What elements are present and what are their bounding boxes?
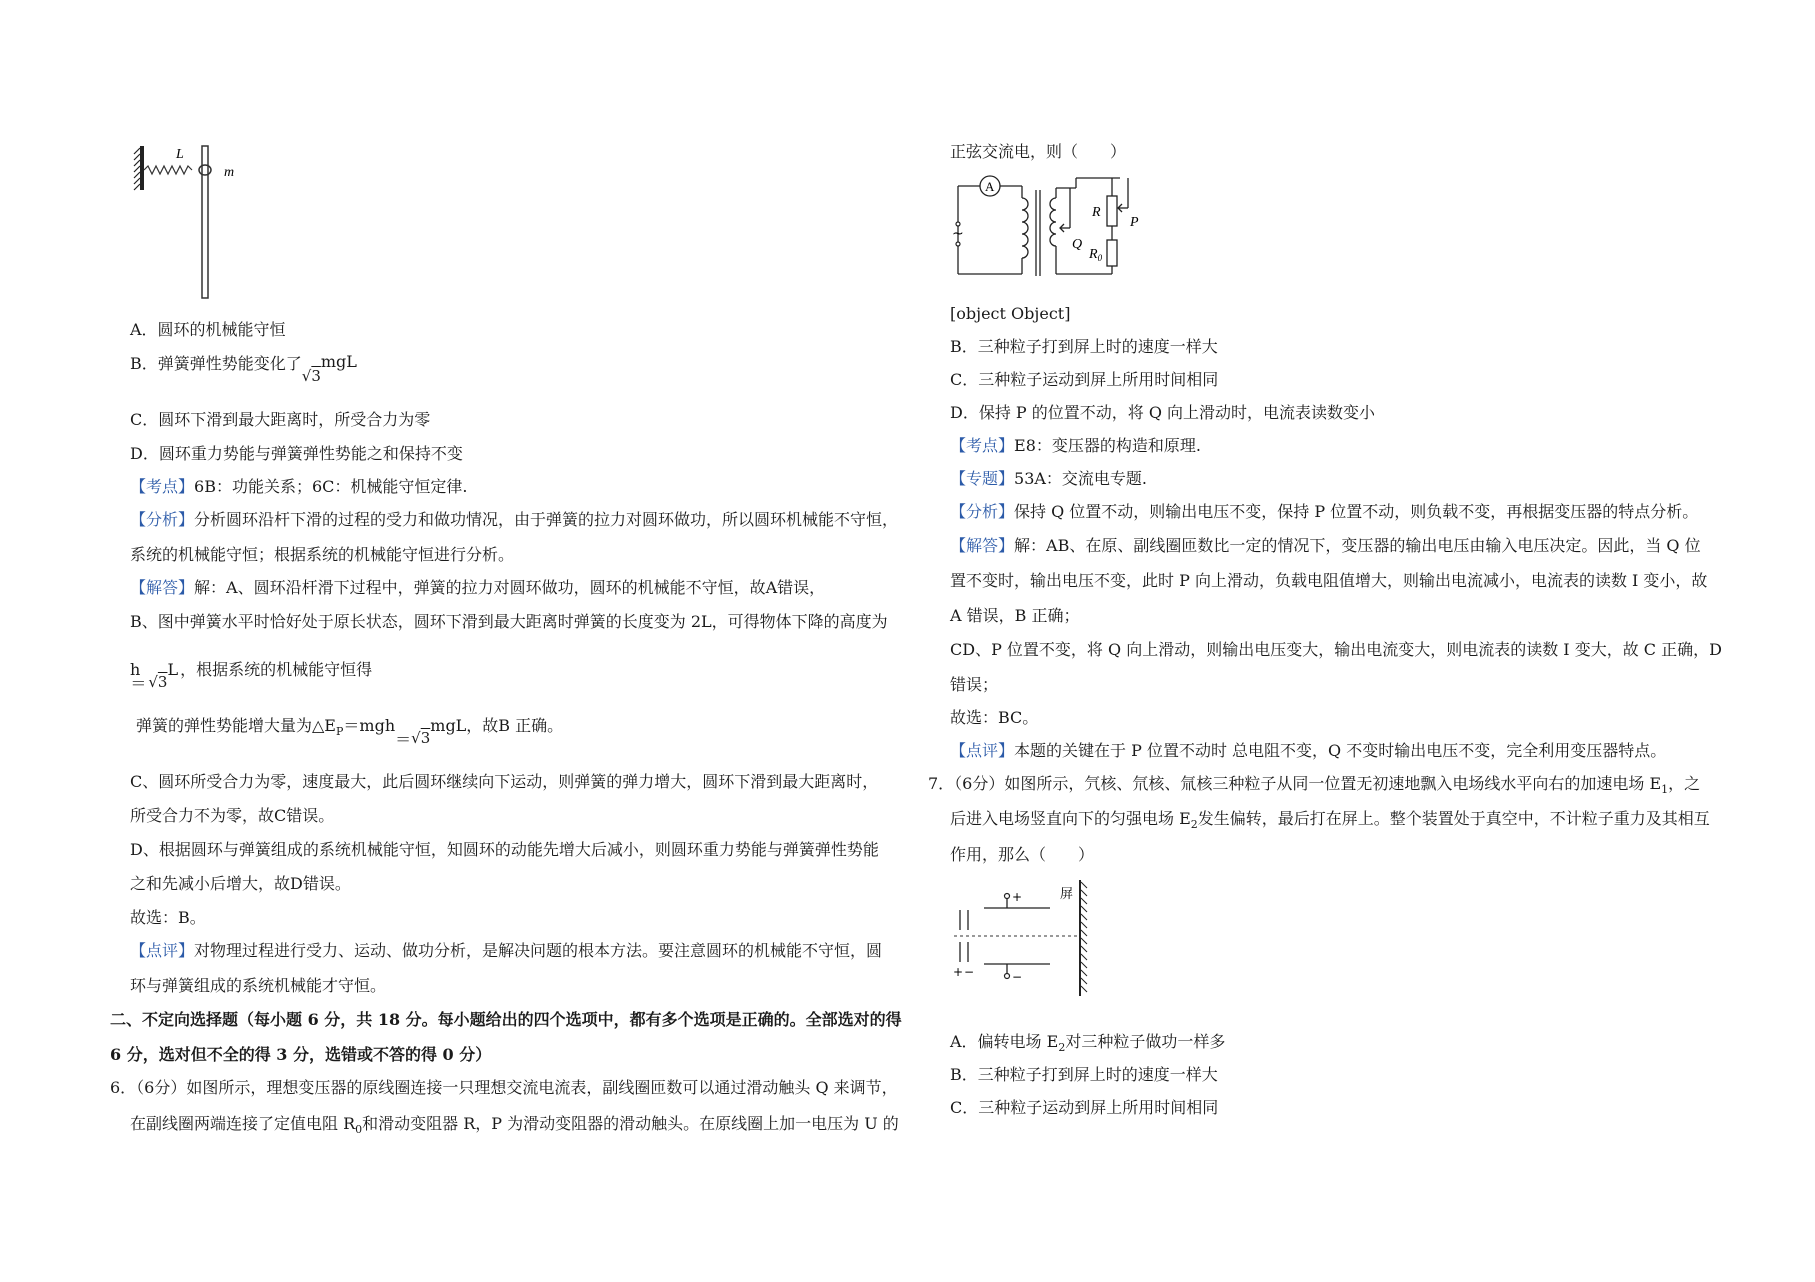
jieda-line <box>130 578 825 598</box>
q6-line-3: 正弦交流电，则（ ） <box>950 142 1127 161</box>
q6-line-2-tail: 和滑动变阻器 R，P 为滑动变阻器的滑动触头。在原线圈上加一电压为 U 的 <box>362 1114 899 1133</box>
jieda-text: 解：AB、在原、副线圈匝数比一定的情况下，变压器的输出电压由输入电压决定。因此，当 Q 位 <box>1014 536 1701 555</box>
deflection-field-figure <box>950 876 1100 1000</box>
q7-option-c: C．三种粒子运动到屏上所用时间相同 <box>950 1098 1219 1117</box>
spring-ring-figure <box>132 142 252 302</box>
jieda-tag: 【解答】 <box>130 578 195 597</box>
equals-sign: ＝ <box>395 730 412 749</box>
q5-option-a: A．圆环的机械能守恒 <box>130 320 286 339</box>
q7-line-3: 作用，那么（ ） <box>950 845 1095 864</box>
kaodian-tag: 【考点】 <box>130 477 195 496</box>
zhuanti-line <box>950 469 1147 489</box>
slider-p-label: P <box>1130 215 1139 230</box>
resistor-r-label: R <box>1092 205 1101 220</box>
ep-mgh: ＝mgh <box>343 716 396 735</box>
solution-line-d1: D、根据圆环与弹簧组成的系统机械能守恒，知圆环的动能先增大后减小，则圆环重力势能与弹簧弹性势能 <box>130 840 879 859</box>
dianping-line-2: 环与弹簧组成的系统机械能才守恒。 <box>130 976 387 995</box>
transformer-circuit-figure <box>952 172 1152 284</box>
answer-line: 故选：BC。 <box>950 708 1039 727</box>
dianping-line <box>130 941 882 961</box>
q7-line-2-tail: 发生偏转，最后打在屏上。整个装置处于真空中，不计粒子重力及其相互 <box>1197 809 1710 828</box>
fenxi-line <box>130 510 898 530</box>
ammeter-label: A <box>985 179 995 194</box>
zhuanti-text: 53A：交流电专题. <box>1014 469 1148 488</box>
ep-text: 弹簧的弹性势能增大量为△E <box>136 716 336 735</box>
e2-subscript: 2 <box>1058 1041 1066 1054</box>
slider-q-label: Q <box>1072 237 1083 252</box>
solution-line-cd1: CD、P 位置不变，将 Q 向上滑动，则输出电压变大，输出电流变大，则电流表的读数 I 变大，故 C 正确，D <box>950 640 1722 659</box>
dianping-line <box>950 741 1666 761</box>
kaodian-line <box>130 477 467 497</box>
ep-suffix: mgL，故B 正确。 <box>430 716 564 735</box>
sqrt-radicand: 3 <box>157 673 168 691</box>
q5-option-b-suffix: mgL <box>320 352 357 371</box>
q5-option-c: C．圆环下滑到最大距离时，所受合力为零 <box>130 410 431 429</box>
q6-option-b: B．三种粒子打到屏上时的速度一样大 <box>950 337 1218 356</box>
q7-line-2-text: 后进入电场竖直向下的匀强电场 E <box>950 809 1191 828</box>
equals-sign: ＝ <box>130 674 147 693</box>
sqrt-radicand: 3 <box>311 367 321 385</box>
solution-line-c2: 所受合力不为零，故C错误。 <box>130 806 335 825</box>
solution-line-d2: 之和先减小后增大，故D错误。 <box>130 874 351 893</box>
solution-line-ep <box>136 716 564 749</box>
solution-line-h <box>130 660 378 693</box>
fenxi-tag: 【分析】 <box>950 502 1015 521</box>
var-h: h <box>130 660 141 679</box>
q7-line-1-text: 7．（6分）如图所示，氕核、氘核、氚核三种粒子从同一位置无初速地飘入电场线水平向右的加速电场 E <box>928 774 1662 793</box>
fenxi-text: 分析圆环沿杆下滑的过程的受力和做功情况，由于弹簧的拉力对圆环做功，所以圆环机械能不守恒， <box>194 510 899 529</box>
q6-line-1: 6．（6分）如图所示，理想变压器的原线圈连接一只理想交流电流表，副线圈匝数可以通过滑动触头 Q 来调节， <box>110 1078 898 1097</box>
section-heading-2: 二、不定向选择题（每小题 6 分，共 18 分。每小题给出的四个选项中，都有多个选项是正确的。全部选对的得 <box>110 1010 902 1029</box>
dianping-text: 本题的关键在于 P 位置不动时 总电阻不变，Q 不变时输出电压不变，完全利用变压器特点。 <box>1014 741 1667 760</box>
solution-line-cd2: 错误； <box>950 675 999 694</box>
screen-label: 屏 <box>1060 887 1074 902</box>
q6-option-a: [object Object] <box>950 304 1071 323</box>
q5-option-b-text: B．弹簧弹性势能变化了 <box>130 354 302 373</box>
sqrt-symbol: √3 <box>301 367 321 385</box>
dianping-tag: 【点评】 <box>130 941 195 960</box>
upper-plate-plus: + <box>1012 890 1023 904</box>
ac-source-symbol: ~ <box>952 226 964 242</box>
ep-subscript: P <box>336 725 344 738</box>
e1-subscript: 1 <box>1661 783 1669 796</box>
q7-option-a <box>950 1032 1225 1054</box>
e2-subscript: 2 <box>1190 818 1198 831</box>
lower-plate-minus: − <box>1012 970 1023 984</box>
jieda-tag: 【解答】 <box>950 536 1015 555</box>
zhuanti-tag: 【专题】 <box>950 469 1015 488</box>
dianping-text: 对物理过程进行受力、运动、做功分析，是解决问题的根本方法。要注意圆环的机械能不守恒，圆 <box>194 941 883 960</box>
fenxi-text: 保持 Q 位置不动，则输出电压不变，保持 P 位置不动，则负载不变，再根据变压器的特点分析。 <box>1014 502 1699 521</box>
accel-plus: + <box>953 965 964 979</box>
kaodian-line <box>950 436 1201 456</box>
jieda-line <box>950 536 1701 556</box>
q6-line-2 <box>130 1114 899 1136</box>
accel-minus: − <box>964 965 975 979</box>
jieda-line-3: A 错误，B 正确； <box>950 606 1080 625</box>
jieda-line-2: 置不变时，输出电压不变，此时 P 向上滑动，负载电阻值增大，则输出电流减小，电流表的读数 I 变小，故 <box>950 571 1708 590</box>
solution-line-c1: C、圆环所受合力为零，速度最大，此后圆环继续向下运动，则弹簧的弹力增大，圆环下滑到最大距离时， <box>130 772 879 791</box>
fig1-label-L: L <box>176 147 184 162</box>
dianping-tag: 【点评】 <box>950 741 1015 760</box>
q7-line-1-tail: ，之 <box>1668 774 1701 793</box>
r0-subscript: 0 <box>355 1123 363 1136</box>
q7-option-a-text: A．偏转电场 E <box>950 1032 1059 1051</box>
q6-line-2-text: 在副线圈两端连接了定值电阻 R <box>130 1114 356 1133</box>
var-L: L <box>167 660 179 679</box>
fig1-label-m: m <box>224 165 235 180</box>
q5-option-d: D．圆环重力势能与弹簧弹性势能之和保持不变 <box>130 444 463 463</box>
sqrt-radicand: 3 <box>420 729 431 747</box>
solution-line-b: B、图中弹簧水平时恰好处于原长状态，圆环下滑到最大距离时弹簧的长度变为 2L，可得物体下降的高度为 <box>130 612 888 631</box>
q7-line-2 <box>950 809 1710 831</box>
sqrt-symbol: √3 <box>411 729 431 747</box>
q7-option-b: B．三种粒子打到屏上时的速度一样大 <box>950 1065 1218 1084</box>
solution-line-h-text: ，根据系统的机械能守恒得 <box>180 660 373 679</box>
q6-option-c: C．三种粒子运动到屏上所用时间相同 <box>950 370 1219 389</box>
fenxi-tag: 【分析】 <box>130 510 195 529</box>
kaodian-text: E8：变压器的构造和原理. <box>1014 436 1201 455</box>
q6-option-d: D．保持 P 的位置不动，将 Q 向上滑动时，电流表读数变小 <box>950 403 1376 422</box>
fenxi-line-2: 系统的机械能守恒；根据系统的机械能守恒进行分析。 <box>130 545 515 564</box>
kaodian-tag: 【考点】 <box>950 436 1015 455</box>
resistor-r0-label: $R_0$ <box>1089 247 1103 263</box>
q5-option-b <box>130 352 357 385</box>
jieda-text: 解：A、圆环沿杆滑下过程中，弹簧的拉力对圆环做功，圆环的机械能不守恒，故A错误， <box>194 578 826 597</box>
kaodian-text: 6B：功能关系；6C：机械能守恒定律. <box>194 477 468 496</box>
fenxi-line <box>950 502 1698 522</box>
sqrt-symbol: √3 <box>148 673 168 691</box>
answer-line: 故选：B。 <box>130 908 206 927</box>
q7-line-1 <box>928 774 1700 796</box>
section-heading-2b: 6 分，选对但不全的得 3 分，选错或不答的得 0 分） <box>110 1045 492 1064</box>
q7-option-a-tail: 对三种粒子做功一样多 <box>1065 1032 1226 1051</box>
